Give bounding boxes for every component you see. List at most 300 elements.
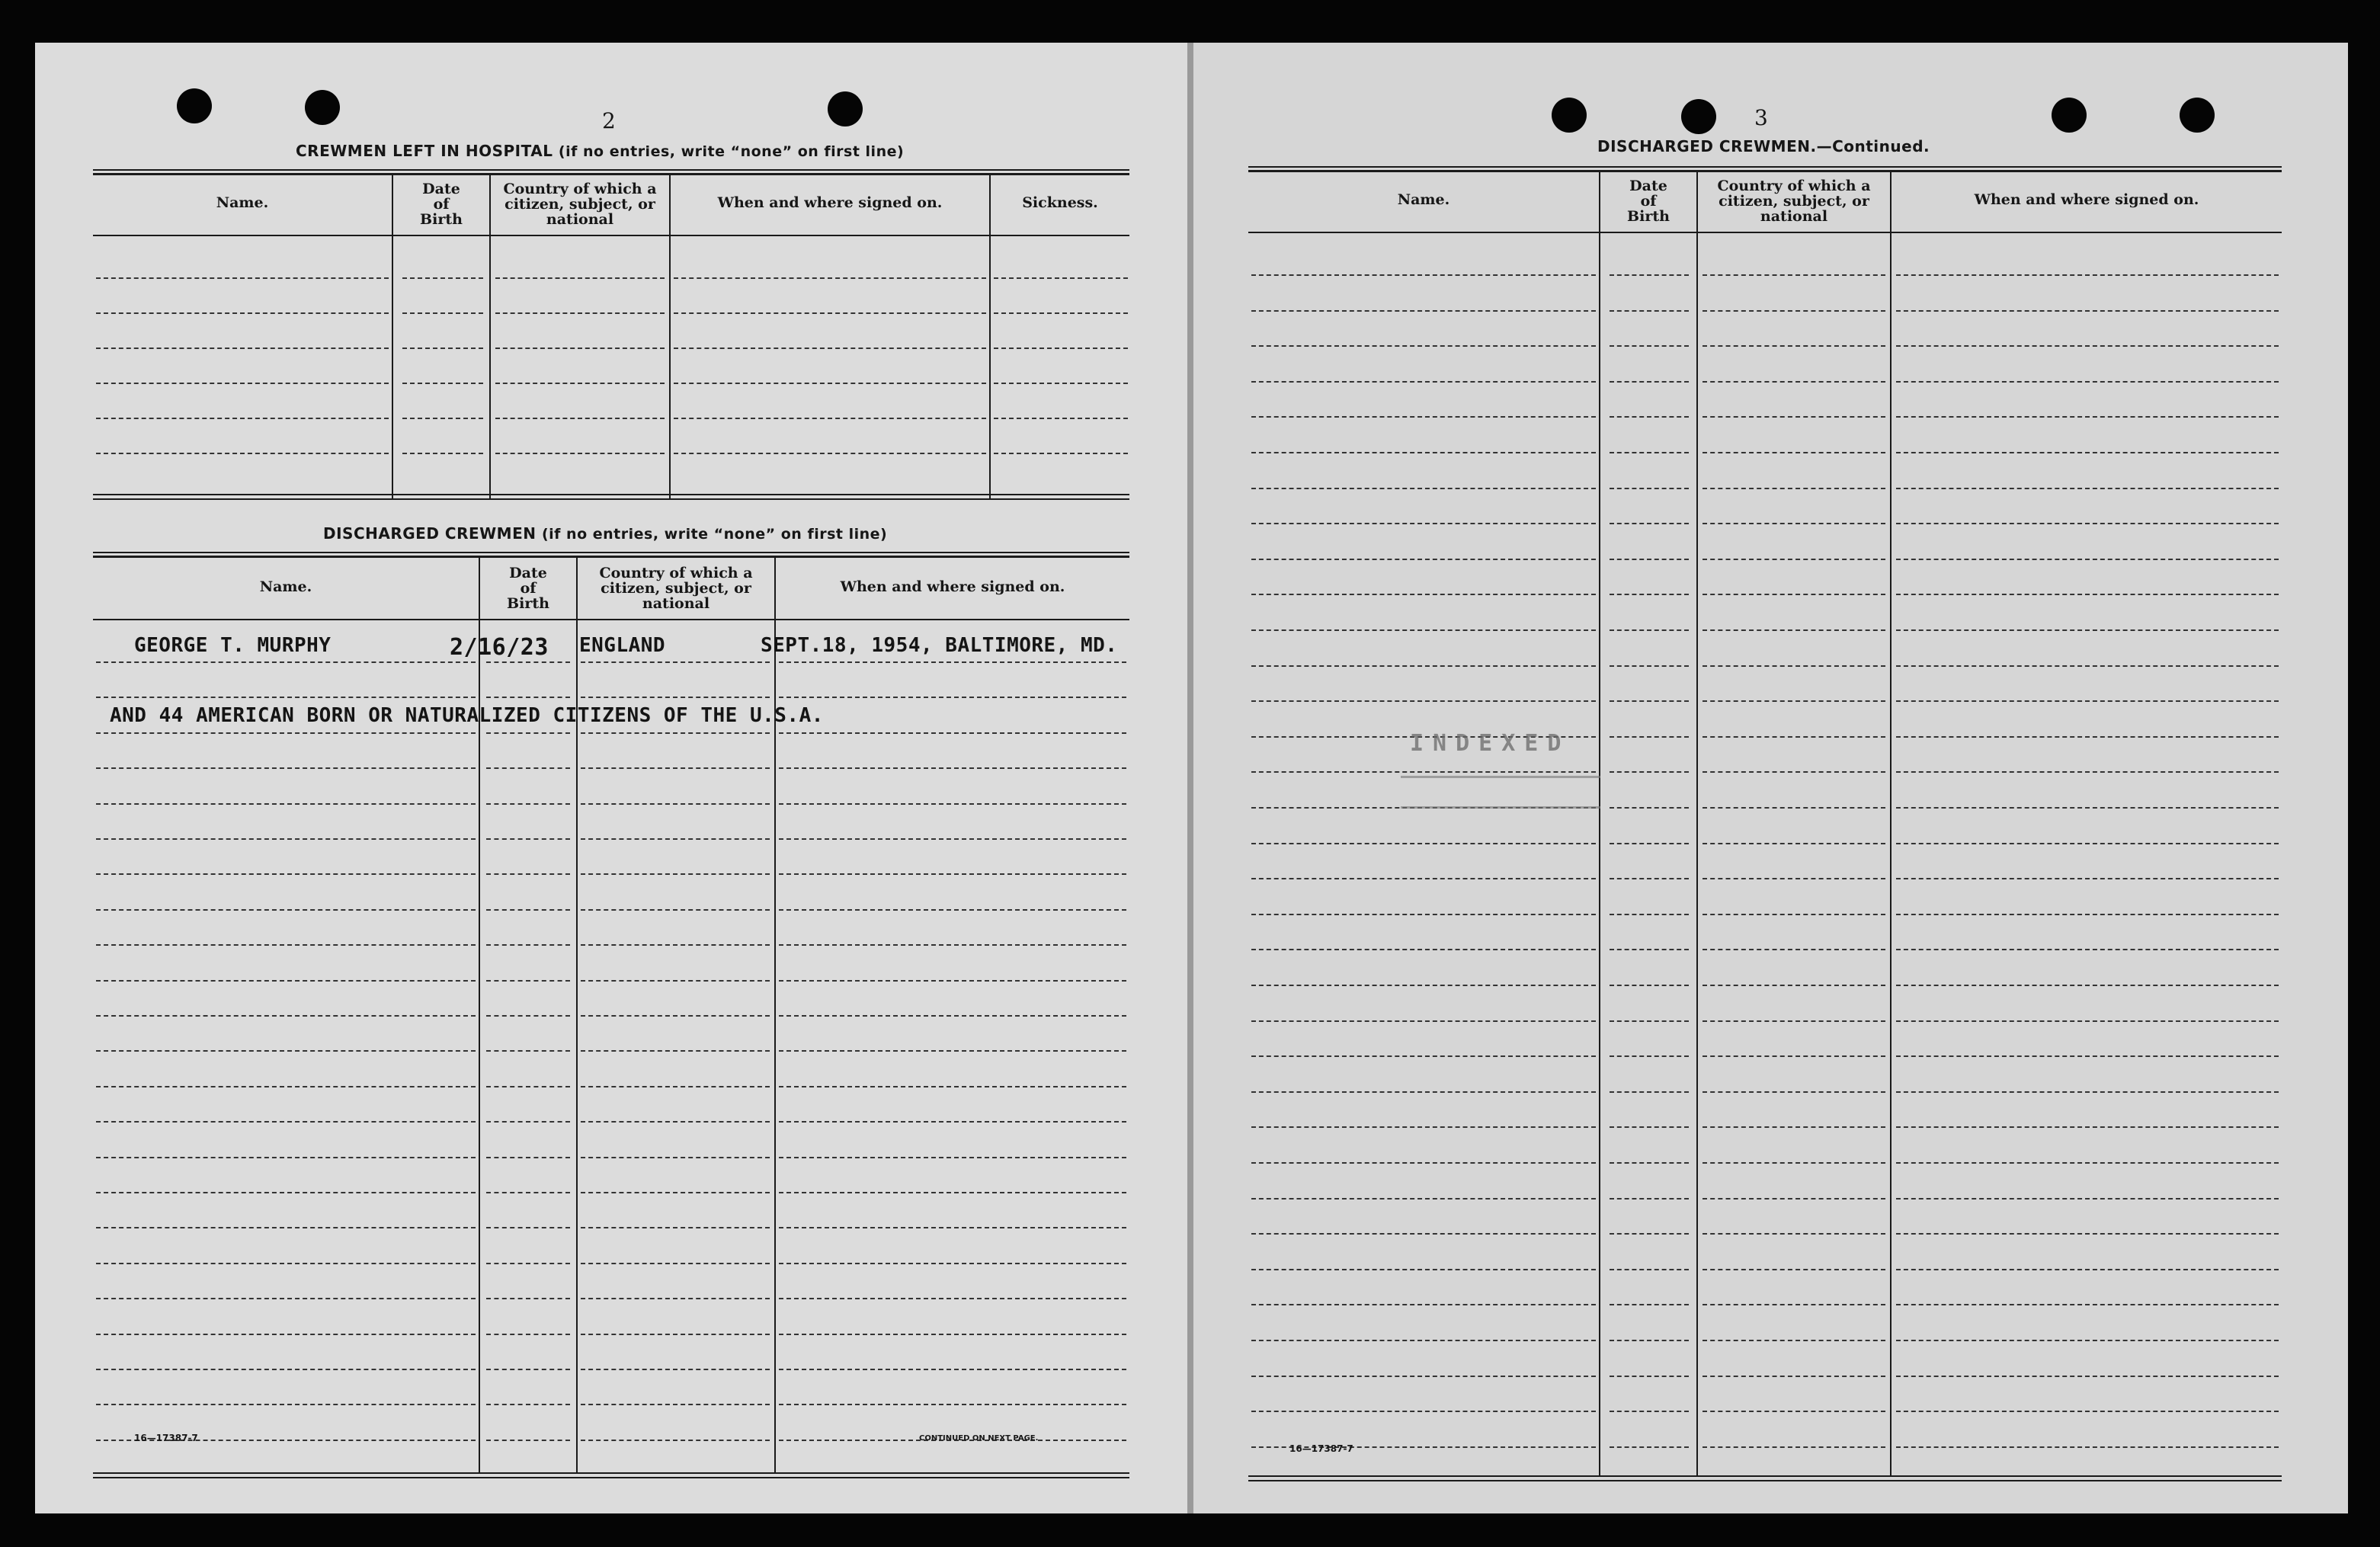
ruled-line bbox=[1610, 700, 1689, 702]
ruled-line bbox=[486, 838, 570, 840]
ruled-line bbox=[1896, 665, 2279, 667]
table-rule bbox=[93, 494, 1129, 495]
ruled-line bbox=[779, 1086, 1126, 1087]
column-header-signed: When and where signed on. bbox=[840, 578, 1065, 595]
ruled-line bbox=[402, 383, 483, 384]
dob-line: Date bbox=[422, 181, 460, 197]
punch-hole-icon bbox=[2180, 98, 2215, 133]
ruled-line bbox=[1896, 914, 2279, 915]
ruled-line bbox=[96, 312, 389, 314]
punch-hole-icon bbox=[2052, 98, 2087, 133]
ruled-line bbox=[486, 767, 570, 769]
ruled-line bbox=[581, 873, 770, 875]
ruled-line bbox=[1896, 1269, 2279, 1270]
ruled-line bbox=[994, 418, 1128, 419]
form-number-text: 16—17387-7 bbox=[134, 1433, 198, 1443]
ruled-line bbox=[674, 383, 986, 384]
dob-line: of bbox=[520, 580, 537, 597]
ruled-line bbox=[96, 1086, 476, 1087]
ruled-line bbox=[779, 909, 1126, 911]
column-divider bbox=[989, 175, 991, 498]
ruled-line bbox=[486, 1086, 570, 1087]
ruled-line bbox=[779, 697, 1126, 698]
ruled-line bbox=[1896, 700, 2279, 702]
ruled-line bbox=[486, 1334, 570, 1335]
ruled-line bbox=[486, 697, 570, 698]
country-line: citizen, subject, or bbox=[505, 196, 655, 213]
ruled-line bbox=[1251, 310, 1596, 312]
ruled-line bbox=[1703, 274, 1885, 276]
hospital-section-title bbox=[296, 142, 904, 160]
ruled-line bbox=[779, 873, 1126, 875]
dob-line: Birth bbox=[507, 595, 549, 612]
ruled-line bbox=[495, 348, 665, 349]
ruled-line bbox=[581, 1050, 770, 1052]
ruled-line bbox=[486, 803, 570, 805]
page-number: 3 bbox=[1754, 105, 1768, 130]
ruled-line bbox=[581, 1015, 770, 1017]
right-page bbox=[1193, 43, 2348, 1513]
punch-hole-icon bbox=[828, 91, 863, 127]
ruled-line bbox=[495, 277, 665, 279]
ruled-line bbox=[1610, 807, 1689, 809]
ruled-line bbox=[581, 1404, 770, 1405]
ruled-line bbox=[486, 1121, 570, 1123]
ruled-line bbox=[96, 277, 389, 279]
ruled-line bbox=[402, 453, 483, 454]
ruled-line bbox=[1703, 949, 1885, 950]
ruled-line bbox=[1703, 310, 1885, 312]
column-header-signed: When and where signed on. bbox=[717, 194, 943, 211]
ruled-line bbox=[495, 383, 665, 384]
header-rule bbox=[1248, 232, 2282, 233]
ruled-line bbox=[1251, 878, 1596, 879]
ruled-line bbox=[1251, 1233, 1596, 1235]
ruled-line bbox=[1896, 1411, 2279, 1412]
ruled-line bbox=[1610, 416, 1689, 418]
country-line: Country of which a bbox=[503, 181, 657, 197]
ruled-line bbox=[1896, 1020, 2279, 1022]
ruled-line bbox=[1896, 771, 2279, 773]
ruled-line bbox=[1610, 559, 1689, 560]
ruled-line bbox=[1251, 381, 1596, 383]
ruled-line bbox=[581, 1086, 770, 1087]
ruled-line bbox=[96, 1404, 476, 1405]
ruled-line bbox=[1703, 1446, 1885, 1448]
ruled-line bbox=[779, 1369, 1126, 1370]
ruled-line bbox=[1703, 1304, 1885, 1305]
ruled-line bbox=[486, 1263, 570, 1264]
table-rule bbox=[1248, 1480, 2282, 1481]
column-header-name: Name. bbox=[259, 578, 312, 595]
ruled-line bbox=[1610, 1340, 1689, 1341]
ruled-line bbox=[1896, 1162, 2279, 1164]
ruled-line bbox=[1703, 771, 1885, 773]
ruled-line bbox=[1251, 1162, 1596, 1164]
ruled-line bbox=[1610, 1233, 1689, 1235]
ruled-line bbox=[1251, 523, 1596, 524]
ruled-line bbox=[994, 348, 1128, 349]
table-rule bbox=[93, 1477, 1129, 1478]
ruled-line bbox=[779, 1227, 1126, 1228]
ruled-line bbox=[96, 1015, 476, 1017]
ruled-line bbox=[581, 980, 770, 982]
ruled-line bbox=[1703, 1020, 1885, 1022]
ruled-line bbox=[1703, 1126, 1885, 1128]
ruled-line bbox=[994, 277, 1128, 279]
ruled-line bbox=[1896, 1340, 2279, 1341]
ruled-line bbox=[1610, 1304, 1689, 1305]
ruled-line bbox=[1251, 1411, 1596, 1412]
ruled-line bbox=[779, 661, 1126, 663]
ruled-line bbox=[96, 1298, 476, 1299]
discharged-section-heading bbox=[323, 524, 887, 543]
ruled-line bbox=[96, 767, 476, 769]
ruled-line bbox=[994, 453, 1128, 454]
ruled-line bbox=[674, 277, 986, 279]
ruled-line bbox=[779, 1050, 1126, 1052]
ruled-line bbox=[1896, 416, 2279, 418]
column-divider bbox=[1696, 172, 1698, 1477]
ruled-line bbox=[486, 909, 570, 911]
ruled-line bbox=[1896, 807, 2279, 809]
ruled-line bbox=[779, 980, 1126, 982]
ruled-line bbox=[486, 1227, 570, 1228]
punch-hole-icon bbox=[305, 90, 340, 125]
discharged-continued-title: DISCHARGED CREWMEN.—Continued. bbox=[1597, 137, 1930, 155]
ruled-line bbox=[1896, 381, 2279, 383]
dob-line: Birth bbox=[420, 211, 463, 228]
country-line: citizen, subject, or bbox=[1719, 193, 1869, 210]
ruled-line bbox=[486, 732, 570, 734]
ruled-line bbox=[1251, 345, 1596, 347]
header-rule bbox=[93, 619, 1129, 620]
dob-line: Birth bbox=[1627, 208, 1670, 225]
ruled-line bbox=[779, 944, 1126, 946]
ruled-line bbox=[1896, 949, 2279, 950]
ruled-line bbox=[581, 1121, 770, 1123]
country-line: citizen, subject, or bbox=[601, 580, 751, 597]
ruled-line bbox=[1896, 1126, 2279, 1128]
column-divider bbox=[392, 175, 393, 498]
ruled-line bbox=[402, 277, 483, 279]
table-rule bbox=[1248, 1475, 2282, 1477]
ruled-line bbox=[1896, 488, 2279, 489]
column-divider bbox=[669, 175, 671, 498]
ruled-line bbox=[674, 312, 986, 314]
ruled-line bbox=[1610, 345, 1689, 347]
punch-hole-icon bbox=[177, 88, 212, 123]
stamp-line bbox=[1401, 776, 1600, 778]
ruled-line bbox=[1610, 736, 1689, 738]
ruled-line bbox=[486, 1015, 570, 1017]
ruled-line bbox=[1251, 594, 1596, 595]
ruled-line bbox=[1251, 1091, 1596, 1093]
ruled-line bbox=[1610, 1055, 1689, 1057]
ruled-line bbox=[1703, 665, 1885, 667]
ruled-line bbox=[486, 1404, 570, 1405]
ruled-line bbox=[96, 909, 476, 911]
column-header-dob bbox=[393, 181, 489, 227]
ruled-line bbox=[495, 453, 665, 454]
ruled-line bbox=[1251, 416, 1596, 418]
ruled-line bbox=[581, 1298, 770, 1299]
hospital-title-text: CREWMEN LEFT IN HOSPITAL bbox=[296, 142, 553, 160]
ruled-line bbox=[779, 1157, 1126, 1158]
ruled-line bbox=[1610, 878, 1689, 879]
ruled-line bbox=[1703, 1055, 1885, 1057]
ruled-line bbox=[1610, 274, 1689, 276]
ruled-line bbox=[581, 1440, 770, 1441]
ruled-line bbox=[581, 1192, 770, 1193]
ruled-line bbox=[402, 312, 483, 314]
table-rule bbox=[93, 556, 1129, 558]
ruled-line bbox=[779, 767, 1126, 769]
ruled-line bbox=[96, 980, 476, 982]
ruled-line bbox=[1703, 736, 1885, 738]
ruled-line bbox=[1896, 1304, 2279, 1305]
page-gutter bbox=[1187, 43, 1193, 1513]
crewman-signed-on: SEPT.18, 1954, BALTIMORE, MD. bbox=[761, 634, 1118, 657]
country-line: national bbox=[642, 595, 710, 612]
ruled-line bbox=[581, 732, 770, 734]
ruled-line bbox=[486, 1050, 570, 1052]
ruled-line bbox=[1610, 1198, 1689, 1199]
ruled-line bbox=[1610, 523, 1689, 524]
ruled-line bbox=[1896, 878, 2279, 879]
dob-line: of bbox=[433, 196, 450, 213]
ruled-line bbox=[96, 1121, 476, 1123]
ruled-line bbox=[486, 1440, 570, 1441]
ruled-line bbox=[1610, 629, 1689, 631]
stamp-line bbox=[1401, 806, 1600, 809]
ruled-line bbox=[1703, 1340, 1885, 1341]
ruled-line bbox=[1610, 843, 1689, 844]
ruled-line bbox=[486, 873, 570, 875]
ruled-line bbox=[1703, 1376, 1885, 1377]
ruled-line bbox=[779, 1192, 1126, 1193]
ruled-line bbox=[1251, 771, 1596, 773]
ruled-line bbox=[1703, 843, 1885, 844]
discharged-title-note: (if no entries, write “none” on first line) bbox=[541, 526, 888, 543]
ruled-line bbox=[1610, 452, 1689, 453]
ruled-line bbox=[1610, 594, 1689, 595]
table-rule bbox=[93, 1472, 1129, 1474]
ruled-line bbox=[96, 1334, 476, 1335]
ruled-line bbox=[1703, 1091, 1885, 1093]
ruled-line bbox=[96, 1192, 476, 1193]
ruled-line bbox=[1610, 665, 1689, 667]
dob-line: Date bbox=[1629, 178, 1667, 194]
ruled-line bbox=[495, 418, 665, 419]
ruled-line bbox=[1703, 1233, 1885, 1235]
ruled-line bbox=[779, 1334, 1126, 1335]
ruled-line bbox=[1703, 985, 1885, 986]
ruled-line bbox=[1703, 700, 1885, 702]
ruled-line bbox=[96, 1227, 476, 1228]
indexed-stamp: INDEXED bbox=[1410, 730, 1571, 757]
column-divider bbox=[489, 175, 491, 498]
ruled-line bbox=[96, 1369, 476, 1370]
ruled-line bbox=[1610, 1411, 1689, 1412]
ruled-line bbox=[1251, 843, 1596, 844]
ruled-line bbox=[779, 1121, 1126, 1123]
ruled-line bbox=[96, 838, 476, 840]
column-header-name: Name. bbox=[1397, 191, 1450, 208]
ruled-line bbox=[96, 418, 389, 419]
table-rule bbox=[93, 169, 1129, 171]
column-header-sickness: Sickness. bbox=[1022, 194, 1098, 211]
ruled-line bbox=[1703, 416, 1885, 418]
continued-note: CONTINUED ON NEXT PAGE. bbox=[919, 1434, 1039, 1443]
ruled-line bbox=[486, 1157, 570, 1158]
ruled-line bbox=[96, 697, 476, 698]
ruled-line bbox=[779, 1263, 1126, 1264]
ruled-line bbox=[96, 1050, 476, 1052]
ruled-line bbox=[1703, 594, 1885, 595]
ruled-line bbox=[96, 1157, 476, 1158]
ruled-line bbox=[581, 1157, 770, 1158]
ruled-line bbox=[581, 803, 770, 805]
country-line: Country of which a bbox=[599, 565, 753, 581]
ruled-line bbox=[1896, 559, 2279, 560]
ruled-line bbox=[402, 348, 483, 349]
ruled-line bbox=[1251, 1304, 1596, 1305]
column-divider bbox=[1890, 172, 1892, 1477]
discharged-title-text: DISCHARGED CREWMEN bbox=[323, 524, 537, 543]
ruled-line bbox=[1251, 1269, 1596, 1270]
column-divider bbox=[479, 558, 480, 1472]
ruled-line bbox=[1610, 985, 1689, 986]
ruled-line bbox=[96, 803, 476, 805]
ruled-line bbox=[674, 348, 986, 349]
table-rule bbox=[93, 552, 1129, 553]
ruled-line bbox=[1703, 381, 1885, 383]
ruled-line bbox=[1251, 559, 1596, 560]
ruled-line bbox=[581, 838, 770, 840]
ruled-line bbox=[96, 453, 389, 454]
ruled-line bbox=[1251, 488, 1596, 489]
ruled-line bbox=[1896, 1446, 2279, 1448]
ruled-line bbox=[1703, 1411, 1885, 1412]
ruled-line bbox=[1251, 629, 1596, 631]
ruled-line bbox=[1610, 1020, 1689, 1022]
ruled-line bbox=[96, 873, 476, 875]
ruled-line bbox=[1703, 914, 1885, 915]
column-header-dob bbox=[1600, 178, 1696, 224]
ruled-line bbox=[1251, 1126, 1596, 1128]
ruled-line bbox=[1896, 274, 2279, 276]
ruled-line bbox=[96, 661, 476, 663]
ruled-line bbox=[486, 1369, 570, 1370]
ruled-line bbox=[1251, 985, 1596, 986]
ruled-line bbox=[1896, 1233, 2279, 1235]
header-rule bbox=[93, 235, 1129, 236]
ruled-line bbox=[1703, 488, 1885, 489]
form-number-text: 16—17387-7 bbox=[1289, 1443, 1353, 1454]
ruled-line bbox=[1610, 1091, 1689, 1093]
ruled-line bbox=[581, 944, 770, 946]
table-rule bbox=[1248, 170, 2282, 172]
ruled-line bbox=[581, 1334, 770, 1335]
ruled-line bbox=[1703, 1269, 1885, 1270]
ruled-line bbox=[486, 980, 570, 982]
ruled-line bbox=[96, 348, 389, 349]
ruled-line bbox=[1251, 1055, 1596, 1057]
ruled-line bbox=[1896, 736, 2279, 738]
column-header-name: Name. bbox=[216, 194, 269, 211]
ruled-line bbox=[96, 1263, 476, 1264]
ruled-line bbox=[1896, 523, 2279, 524]
ruled-line bbox=[1251, 914, 1596, 915]
ruled-line bbox=[779, 1298, 1126, 1299]
ruled-line bbox=[486, 661, 570, 663]
ruled-line bbox=[1251, 700, 1596, 702]
ruled-line bbox=[1703, 1198, 1885, 1199]
ruled-line bbox=[1251, 274, 1596, 276]
punch-hole-icon bbox=[1681, 99, 1716, 134]
ruled-line bbox=[1896, 345, 2279, 347]
table-rule bbox=[93, 498, 1129, 500]
ruled-line bbox=[1703, 559, 1885, 560]
column-header-signed: When and where signed on. bbox=[1974, 191, 2199, 208]
table-rule bbox=[93, 173, 1129, 175]
ruled-line bbox=[1251, 1020, 1596, 1022]
ruled-line bbox=[495, 312, 665, 314]
column-divider bbox=[1599, 172, 1600, 1477]
ruled-line bbox=[402, 418, 483, 419]
ruled-line bbox=[1251, 452, 1596, 453]
column-header-dob bbox=[480, 565, 576, 611]
ruled-line bbox=[779, 732, 1126, 734]
ruled-line bbox=[1251, 949, 1596, 950]
crewman-name: GEORGE T. MURPHY bbox=[134, 634, 332, 657]
ruled-line bbox=[1251, 1198, 1596, 1199]
ruled-line bbox=[1251, 665, 1596, 667]
ruled-line bbox=[1896, 310, 2279, 312]
ruled-line bbox=[96, 732, 476, 734]
ruled-line bbox=[1703, 807, 1885, 809]
ruled-line bbox=[581, 1369, 770, 1370]
ruled-line bbox=[1896, 1091, 2279, 1093]
ruled-line bbox=[1896, 985, 2279, 986]
column-header-country bbox=[1698, 178, 1890, 224]
ruled-line bbox=[1896, 629, 2279, 631]
country-line: national bbox=[1760, 208, 1828, 225]
page-number: 2 bbox=[602, 108, 616, 133]
ruled-line bbox=[1251, 1340, 1596, 1341]
ruled-line bbox=[581, 1263, 770, 1264]
ruled-line bbox=[674, 418, 986, 419]
ruled-line bbox=[779, 803, 1126, 805]
ruled-line bbox=[1610, 1162, 1689, 1164]
ruled-line bbox=[994, 383, 1128, 384]
ruled-line bbox=[994, 312, 1128, 314]
ruled-line bbox=[779, 1015, 1126, 1017]
column-header-country bbox=[491, 181, 669, 227]
country-line: Country of which a bbox=[1717, 178, 1871, 194]
ruled-line bbox=[1703, 878, 1885, 879]
hospital-title-note: (if no entries, write “none” on first line) bbox=[558, 143, 905, 160]
ruled-line bbox=[1610, 381, 1689, 383]
ruled-line bbox=[1610, 488, 1689, 489]
ruled-line bbox=[1610, 1446, 1689, 1448]
ruled-line bbox=[1703, 629, 1885, 631]
column-header-country bbox=[578, 565, 774, 611]
ruled-line bbox=[1610, 949, 1689, 950]
ruled-line bbox=[486, 1192, 570, 1193]
dob-line: of bbox=[1640, 193, 1657, 210]
